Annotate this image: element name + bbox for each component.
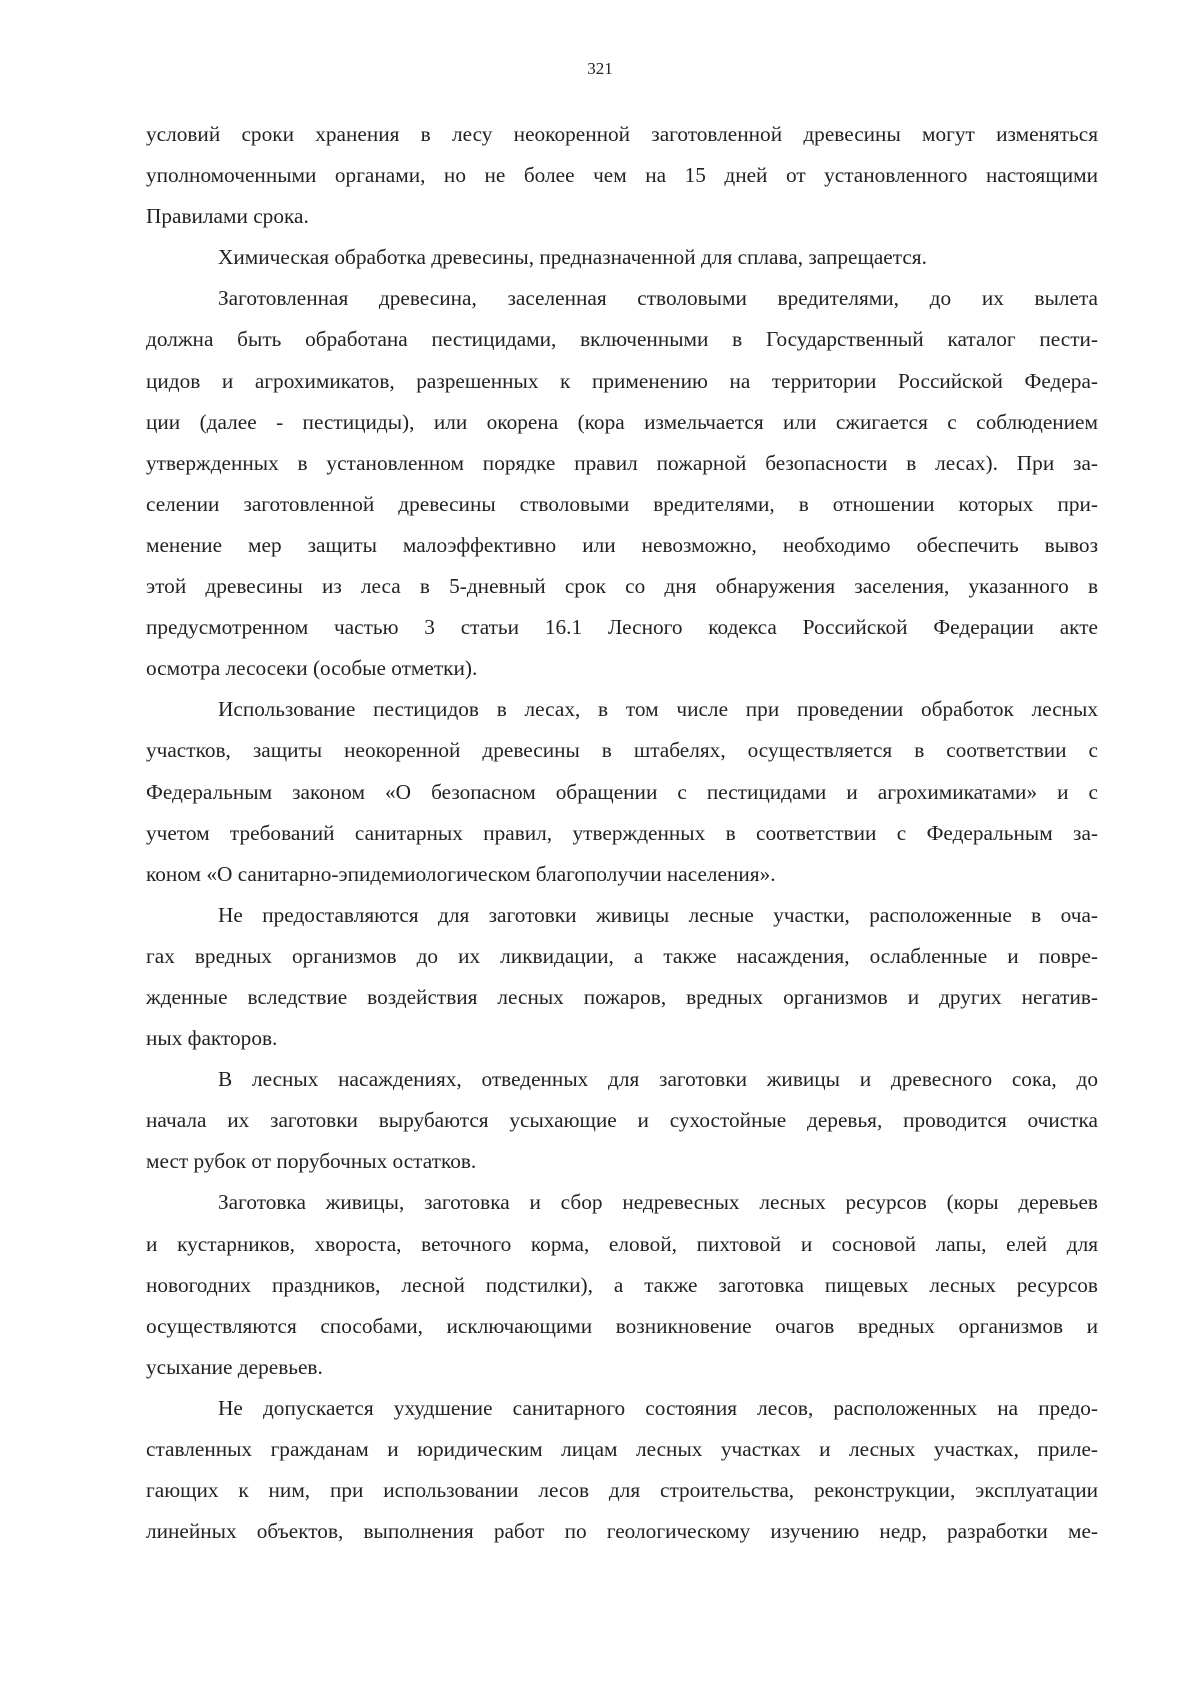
text-line: участков, защиты неокоренной древесины в штабелях, осуществляется в соответствии с xyxy=(146,738,1098,763)
text-line: условий сроки хранения в лесу неокоренной заготовленной древесины могут изменяться xyxy=(146,122,1098,146)
text-line: Заготовленная древесина, заселенная стволовыми вредителями, до их вылета xyxy=(218,286,1098,311)
text-line: этой древесины из леса в 5-дневный срок со дня обнаружения заселения, указанного в xyxy=(146,574,1098,599)
text-line: Заготовка живицы, заготовка и сбор недревесных лесных ресурсов (коры деревьев xyxy=(218,1190,1098,1215)
document-body xyxy=(146,114,1098,1552)
text-line: уполномоченными органами, но не более чем на 15 дней от установленного настоящими xyxy=(146,163,1098,188)
paragraph xyxy=(146,689,1098,894)
text-line: Федеральным законом «О безопасном обращении с пестицидами и агрохимикатами» и с xyxy=(146,779,1098,804)
text-line: Не допускается ухудшение санитарного состояния лесов, расположенных на предо- xyxy=(218,1395,1098,1420)
paragraph xyxy=(146,895,1098,1059)
paragraph xyxy=(146,1059,1098,1182)
text-line: мест рубок от порубочных остатков. xyxy=(146,1149,477,1174)
text-line: осмотра лесосеки (особые отметки). xyxy=(146,656,478,681)
text-line: Использование пестицидов в лесах, в том числе при проведении обработок лесных xyxy=(218,697,1098,722)
text-line: линейных объектов, выполнения работ по геологическому изучению недр, разработки ме- xyxy=(146,1519,1098,1544)
text-line: осуществляются способами, исключающими возникновение очагов вредных организмов и xyxy=(146,1313,1098,1338)
text-line: утвержденных в установленном порядке правил пожарной безопасности в лесах). При за- xyxy=(146,450,1098,475)
text-line: селении заготовленной древесины стволовыми вредителями, в отношении которых при- xyxy=(146,491,1098,516)
text-line: гающих к ним, при использовании лесов для строительства, реконструкции, эксплуатации xyxy=(146,1478,1098,1503)
text-line: новогодних праздников, лесной подстилки), а также заготовка пищевых лесных ресурсов xyxy=(146,1272,1098,1297)
page-number: 321 xyxy=(587,59,613,78)
paragraph xyxy=(146,1388,1098,1552)
text-line: жденные вследствие воздействия лесных пожаров, вредных организмов и других негатив- xyxy=(146,984,1098,1009)
text-line: менение мер защиты малоэффективно или невозможно, необходимо обеспечить вывоз xyxy=(146,532,1098,557)
text-line: Химическая обработка древесины, предназначенной для сплава, запрещается. xyxy=(218,245,927,270)
text-line: должна быть обработана пестицидами, включенными в Государственный каталог пести- xyxy=(146,327,1098,352)
text-line: ции (далее - пестициды), или окорена (кора измельчается или сжигается с соблюдением xyxy=(146,409,1098,434)
text-line: усыхание деревьев. xyxy=(146,1354,323,1379)
text-line: коном «О санитарно-эпидемиологическом благополучии населения». xyxy=(146,861,776,886)
text-line: гах вредных организмов до их ликвидации, а также насаждения, ослабленные и повре- xyxy=(146,943,1098,968)
paragraph xyxy=(146,114,1098,237)
text-line: и кустарников, хвороста, веточного корма, еловой, пихтовой и сосновой лапы, елей для xyxy=(146,1231,1098,1256)
paragraph xyxy=(146,237,1098,278)
text-line: цидов и агрохимикатов, разрешенных к применению на территории Российской Федера- xyxy=(146,368,1098,393)
text-line: начала их заготовки вырубаются усыхающие и сухостойные деревья, проводится очистка xyxy=(146,1108,1098,1133)
text-line: Правилами срока. xyxy=(146,204,309,229)
text-line: предусмотренном частью 3 статьи 16.1 Лесного кодекса Российской Федерации акте xyxy=(146,615,1098,640)
paragraph xyxy=(146,278,1098,689)
text-line: ставленных гражданам и юридическим лицам лесных участках и лесных участках, приле- xyxy=(146,1437,1098,1461)
paragraph xyxy=(146,1182,1098,1387)
text-line: Не предоставляются для заготовки живицы лесные участки, расположенные в оча- xyxy=(218,902,1098,927)
text-line: В лесных насаждениях, отведенных для заготовки живицы и древесного сока, до xyxy=(218,1067,1098,1092)
text-line: ных факторов. xyxy=(146,1026,278,1051)
text-line: учетом требований санитарных правил, утвержденных в соответствии с Федеральным за- xyxy=(146,820,1098,845)
